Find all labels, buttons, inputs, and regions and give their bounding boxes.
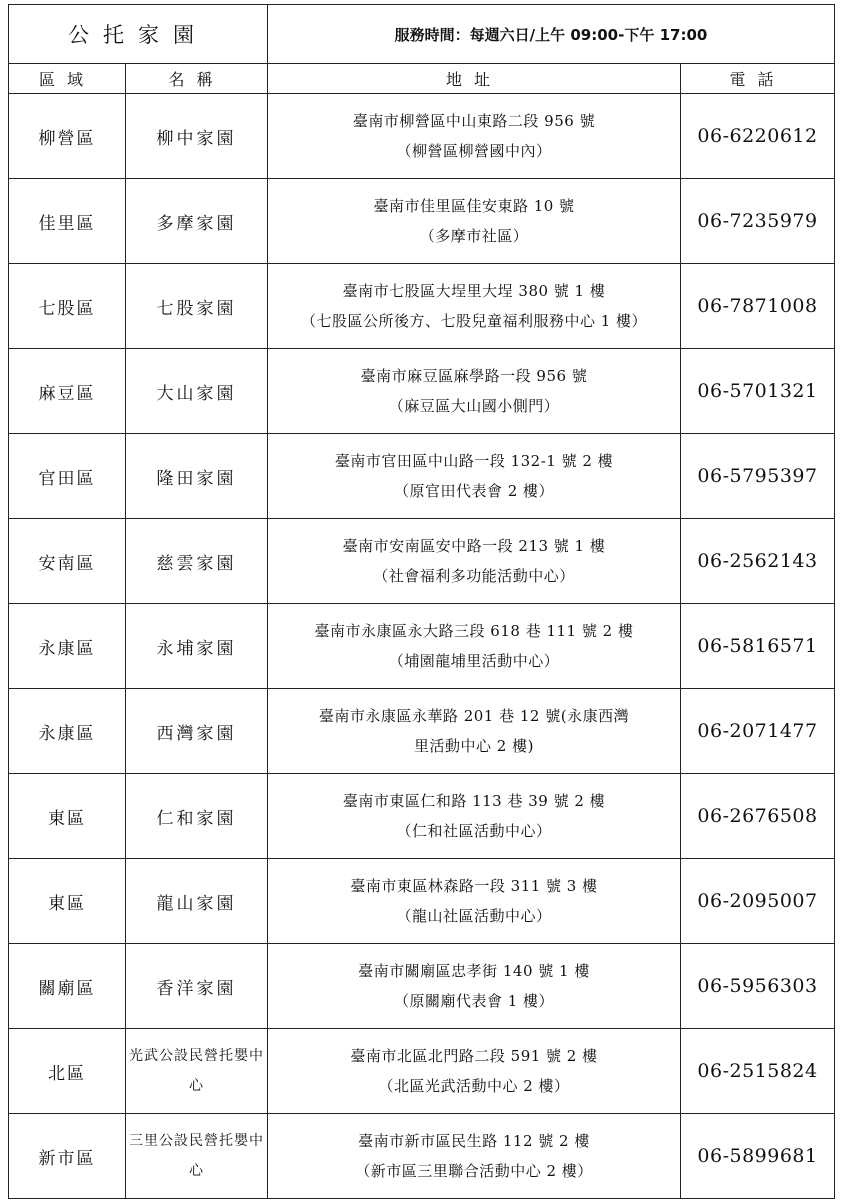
table-row [9,519,835,604]
district-cell: 佳里區 [9,179,126,264]
address-cell [268,689,681,774]
district-cell: 永康區 [9,689,126,774]
address-line-2: （龍山社區活動中心） [396,907,552,925]
address-line-2: （多摩市社區） [419,227,529,245]
district-cell: 麻豆區 [9,349,126,434]
name-cell: 龍山家園 [126,859,268,944]
address-line-1: 臺南市柳營區中山東路二段 956 號 [352,112,596,130]
address-line-2: （仁和社區活動中心） [396,822,552,840]
header-address: 地址 [268,64,681,94]
phone-cell: 06-2515824 [681,1029,835,1114]
address-line-1: 臺南市官田區中山路一段 132-1 號 2 樓 [334,452,614,470]
address-line-2: （七股區公所後方、七股兒童福利服務中心 1 樓） [300,312,648,330]
table-row [9,604,835,689]
address-line-1: 臺南市麻豆區麻學路一段 956 號 [360,367,588,385]
address-line-2: （柳營區柳營國中內） [396,142,552,160]
address-line-2: （社會福利多功能活動中心） [373,567,575,585]
address-line-2: （麻豆區大山國小側門） [388,397,560,415]
address-line-1: 臺南市七股區大埕里大埕 380 號 1 樓 [342,282,606,300]
phone-cell: 06-7871008 [681,264,835,349]
phone-cell: 06-5899681 [681,1114,835,1199]
table-row [9,944,835,1029]
table-row [9,434,835,519]
address-cell [268,264,681,349]
address-cell [268,179,681,264]
table-row [9,859,835,944]
address-line-1: 臺南市新市區民生路 112 號 2 樓 [358,1132,590,1150]
name-cell: 大山家園 [126,349,268,434]
name-cell: 香洋家園 [126,944,268,1029]
address-line-2: （新市區三里聯合活動中心 2 樓） [355,1162,593,1180]
district-cell: 關廟區 [9,944,126,1029]
address-line-1: 臺南市關廟區忠孝街 140 號 1 樓 [358,962,590,980]
daycare-table [8,4,835,1199]
address-cell [268,1029,681,1114]
header-row [9,64,835,94]
address-cell [268,944,681,1029]
district-cell: 東區 [9,774,126,859]
phone-cell: 06-2562143 [681,519,835,604]
address-line-2: 里活動中心 2 樓) [414,737,534,755]
district-cell: 安南區 [9,519,126,604]
district-cell: 七股區 [9,264,126,349]
address-line-1: 臺南市北區北門路二段 591 號 2 樓 [350,1047,598,1065]
address-line-2: （原官田代表會 2 樓） [393,482,555,500]
table-row [9,689,835,774]
service-hours: 服務時間：每週六日/上午 09:00-下午 17:00 [268,5,835,64]
phone-cell: 06-5816571 [681,604,835,689]
address-line-2: （原關廟代表會 1 樓） [393,992,555,1010]
title-row [9,5,835,64]
table-row [9,94,835,179]
address-cell [268,859,681,944]
header-name: 名稱 [126,64,268,94]
address-line-1: 臺南市永康區永華路 201 巷 12 號(永康西灣 [318,707,630,725]
name-cell: 隆田家園 [126,434,268,519]
header-phone: 電話 [681,64,835,94]
table-row [9,1114,835,1199]
address-cell [268,604,681,689]
address-line-2: （北區光武活動中心 2 樓） [378,1077,570,1095]
district-cell: 柳營區 [9,94,126,179]
table-row [9,264,835,349]
address-line-1: 臺南市佳里區佳安東路 10 號 [373,197,575,215]
phone-cell: 06-5956303 [681,944,835,1029]
address-cell [268,434,681,519]
address-line-2: （埔園龍埔里活動中心） [388,652,560,670]
phone-cell: 06-2676508 [681,774,835,859]
name-cell: 永埔家園 [126,604,268,689]
district-cell: 東區 [9,859,126,944]
address-line-1: 臺南市東區仁和路 113 巷 39 號 2 樓 [342,792,606,810]
district-cell: 官田區 [9,434,126,519]
address-line-1: 臺南市安南區安中路一段 213 號 1 樓 [342,537,606,555]
address-line-1: 臺南市東區林森路一段 311 號 3 樓 [350,877,598,895]
phone-cell: 06-2071477 [681,689,835,774]
table-row [9,349,835,434]
name-cell: 多摩家園 [126,179,268,264]
phone-cell: 06-7235979 [681,179,835,264]
district-cell: 新市區 [9,1114,126,1199]
address-cell [268,774,681,859]
address-line-1: 臺南市永康區永大路三段 618 巷 111 號 2 樓 [314,622,634,640]
table-body [9,5,835,1199]
name-cell: 仁和家園 [126,774,268,859]
header-district: 區域 [9,64,126,94]
phone-cell: 06-5795397 [681,434,835,519]
name-cell: 西灣家園 [126,689,268,774]
address-cell [268,349,681,434]
address-cell [268,519,681,604]
table-title: 公托家園 [9,5,268,64]
table-row [9,179,835,264]
phone-cell: 06-2095007 [681,859,835,944]
phone-cell: 06-6220612 [681,94,835,179]
phone-cell: 06-5701321 [681,349,835,434]
table-row [9,1029,835,1114]
address-cell [268,1114,681,1199]
name-cell: 柳中家園 [126,94,268,179]
district-cell: 北區 [9,1029,126,1114]
name-cell: 三里公設民營托嬰中心 [126,1114,268,1199]
district-cell: 永康區 [9,604,126,689]
name-cell: 光武公設民營托嬰中心 [126,1029,268,1114]
name-cell: 七股家園 [126,264,268,349]
table-row [9,774,835,859]
address-cell [268,94,681,179]
name-cell: 慈雲家園 [126,519,268,604]
